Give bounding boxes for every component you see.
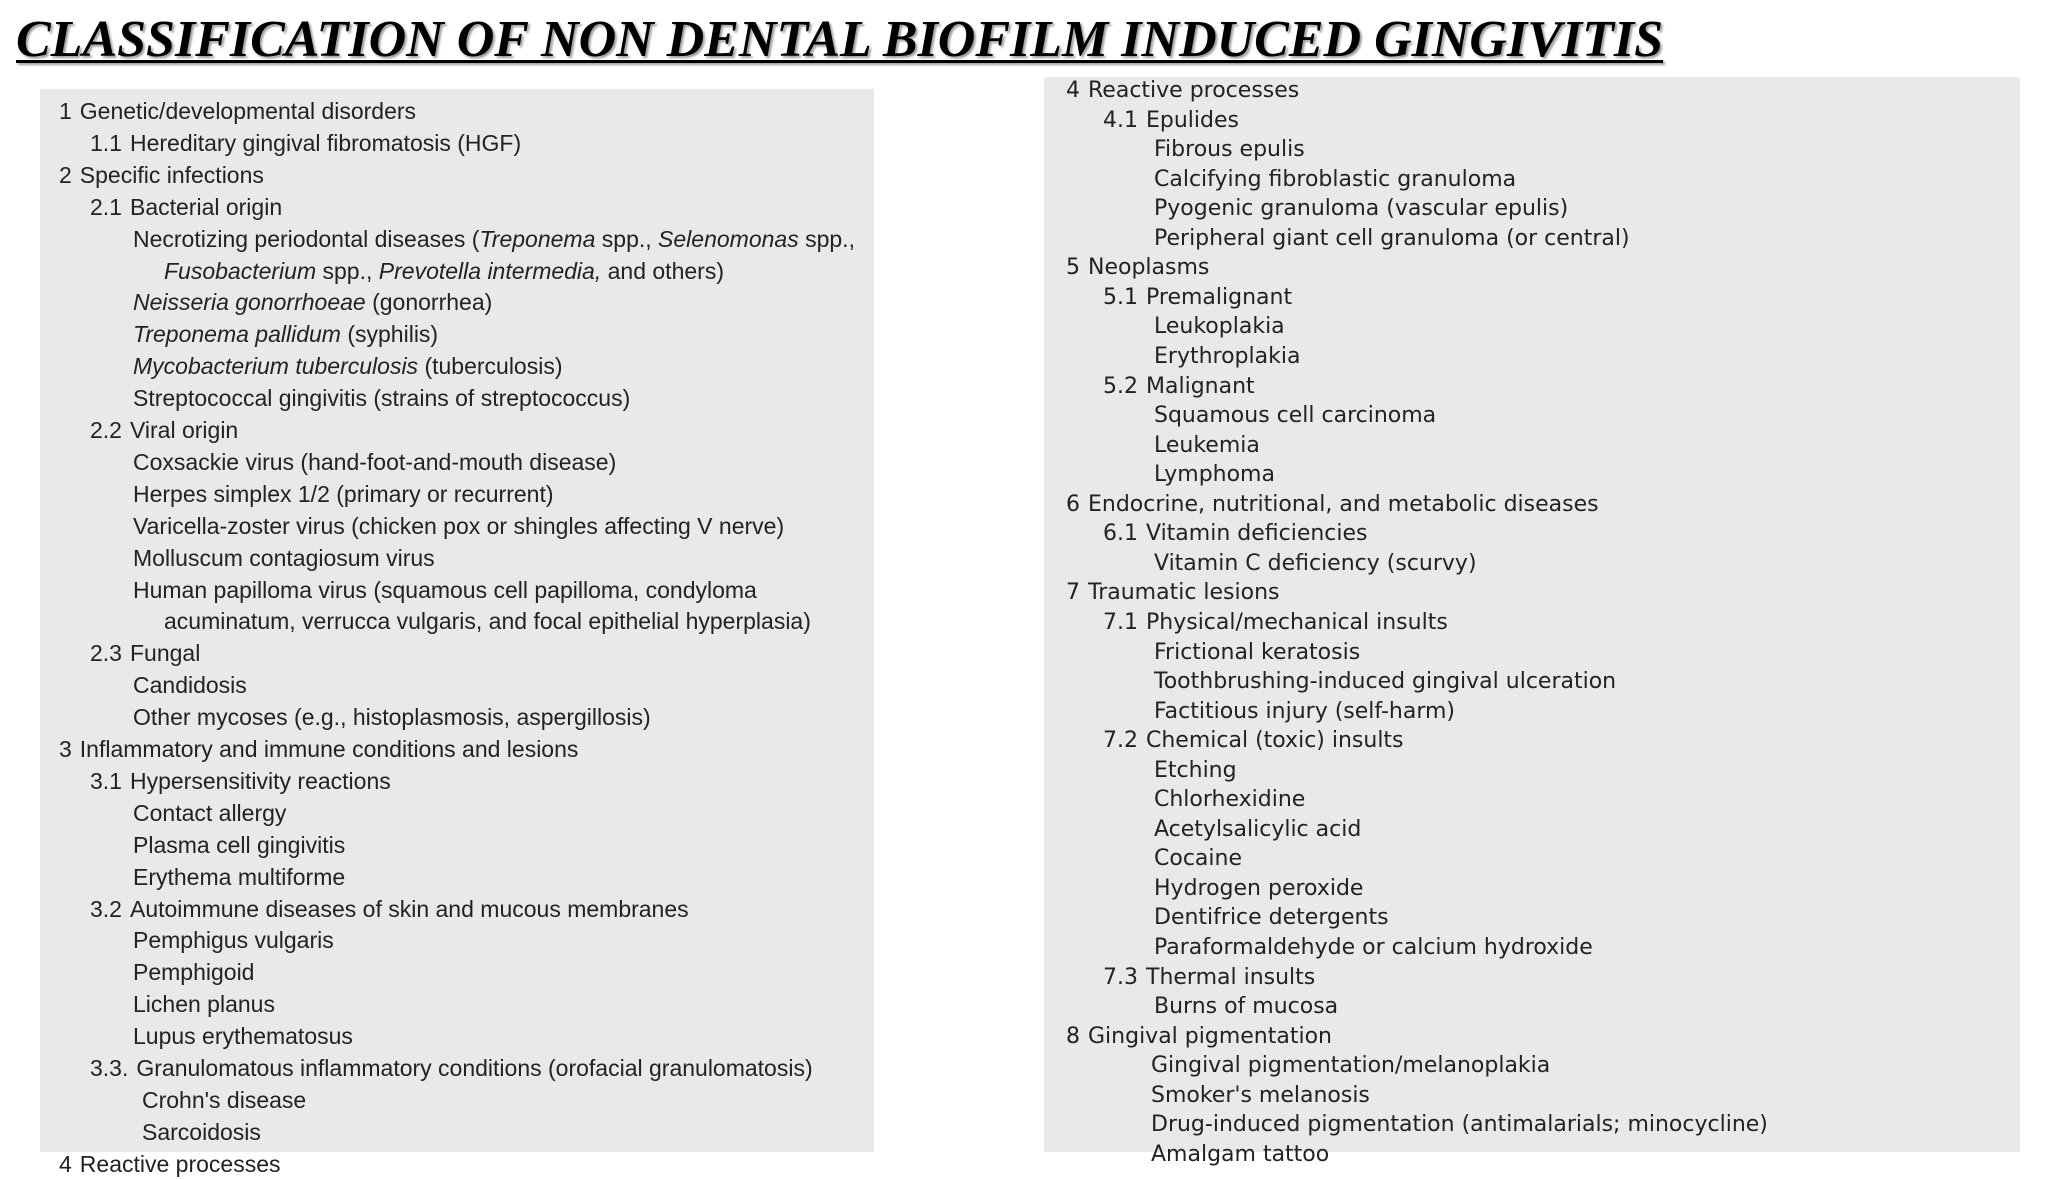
item-label: Vitamin deficiencies [1146, 521, 1368, 547]
classification-item [1103, 107, 1239, 135]
classification-item [1154, 166, 1516, 194]
item-number: 4 [59, 1150, 72, 1177]
classification-item [1154, 461, 1275, 489]
item-label: Traumatic lesions [1088, 580, 1280, 606]
classification-item [133, 543, 435, 573]
italic-taxon-name: Prevotella intermedia, [378, 257, 602, 284]
classification-item [133, 862, 345, 892]
classification-item [133, 479, 554, 509]
item-label: Candidosis [133, 672, 247, 699]
item-label: Etching [1154, 757, 1237, 783]
classification-item [1151, 1141, 1329, 1169]
classification-item [1154, 550, 1477, 578]
classification-item [90, 638, 200, 668]
item-label: Hypersensitivity reactions [129, 767, 391, 794]
classification-item [1066, 1023, 1332, 1051]
classification-item [1154, 313, 1285, 341]
classification-item [1154, 225, 1630, 253]
item-label: Erythroplakia [1154, 343, 1301, 369]
item-label: Acetylsalicylic acid [1154, 816, 1362, 842]
label-fragment: (tuberculosis) [418, 353, 563, 380]
item-number: 3.2 [90, 895, 122, 922]
item-label: Inflammatory and immune conditions and lesions [79, 736, 579, 762]
classification-item [133, 670, 247, 700]
classification-item [1154, 757, 1237, 785]
item-label: Leukemia [1154, 432, 1260, 458]
item-label: Pemphigus vulgaris [133, 927, 334, 954]
item-label: Streptococcal gingivitis (strains of streptococcus) [133, 385, 631, 412]
classification-item [133, 830, 345, 860]
item-label: Neoplasms [1088, 255, 1210, 281]
item-label: Vitamin C deficiency (scurvy) [1154, 550, 1477, 576]
classification-item [1103, 727, 1404, 755]
item-label [164, 258, 724, 284]
label-fragment: spp., [316, 257, 379, 284]
label-fragment: (gonorrhea) [365, 289, 493, 316]
classification-item [1066, 77, 1299, 105]
right-classification-panel [1044, 77, 2020, 1167]
label-fragment: Necrotizing periodontal diseases ( [133, 225, 480, 252]
classification-item [59, 96, 416, 126]
classification-item [133, 925, 334, 955]
slide-title: CLASSIFICATION OF NON DENTAL BIOFILM INDUCED GINGIVITIS [16, 11, 1664, 68]
classification-item [133, 287, 492, 317]
classification-item [1103, 284, 1292, 312]
classification-item [133, 383, 630, 413]
classification-item [133, 798, 286, 828]
classification-item [164, 256, 724, 286]
item-label: Crohn's disease [142, 1086, 307, 1113]
italic-taxon-name: Selenomonas [658, 225, 799, 252]
item-number: 7.2 [1103, 728, 1138, 754]
classification-item [1154, 639, 1360, 667]
item-label: Frictional keratosis [1154, 639, 1361, 665]
classification-item [1103, 609, 1448, 637]
item-label: Toothbrushing-induced gingival ulceration [1154, 669, 1617, 694]
item-number: 4.1 [1103, 107, 1138, 133]
italic-taxon-name: Fusobacterium [164, 257, 317, 284]
label-fragment: spp., [798, 225, 855, 252]
item-label: Specific infections [79, 161, 264, 188]
item-label: Chemical (toxic) insults [1146, 728, 1404, 754]
classification-item [1154, 993, 1338, 1021]
item-number: 3.3. [90, 1055, 129, 1081]
item-label: Granulomatous inflammatory conditions (orofacial granulomatosis) [136, 1055, 813, 1081]
italic-taxon-name: Treponema [479, 225, 596, 252]
item-number: 5.1 [1103, 284, 1138, 310]
classification-item [59, 734, 578, 764]
item-label: Reactive processes [79, 1150, 281, 1177]
classification-item [1154, 904, 1389, 932]
item-label: Chlorhexidine [1154, 787, 1306, 813]
item-label: Hereditary gingival fibromatosis (HGF) [129, 129, 522, 156]
item-label: Lupus erythematosus [133, 1023, 353, 1050]
item-label: Sarcoidosis [142, 1118, 261, 1145]
item-label: Smoker's melanosis [1151, 1082, 1370, 1108]
item-label: Fungal [129, 640, 201, 667]
label-fragment: (syphilis) [340, 321, 439, 348]
item-label: Amalgam tattoo [1151, 1141, 1330, 1167]
item-number: 2 [59, 161, 72, 188]
left-classification-panel [40, 89, 874, 1177]
classification-item [1154, 875, 1363, 903]
item-label: Premalignant [1146, 284, 1293, 310]
item-label: Burns of mucosa [1154, 994, 1339, 1020]
item-label [133, 226, 855, 252]
item-label: Cocaine [1154, 846, 1242, 872]
classification-item [1154, 845, 1242, 873]
item-label: Coxsackie virus (hand-foot-and-mouth disease) [133, 448, 617, 475]
classification-item [133, 575, 757, 605]
item-label: Herpes simplex 1/2 (primary or recurrent) [133, 480, 554, 507]
italic-taxon-name: Mycobacterium tuberculosis [133, 353, 419, 380]
classification-item [1066, 491, 1599, 519]
classification-item [133, 511, 784, 541]
item-number: 1.1 [90, 129, 122, 156]
classification-item [1103, 373, 1255, 401]
item-label: Fibrous epulis [1154, 137, 1305, 163]
item-label: Physical/mechanical insults [1146, 609, 1448, 635]
label-fragment: and others) [601, 257, 724, 284]
classification-item [1154, 786, 1305, 814]
classification-item [133, 351, 563, 381]
item-label: Erythema multiforme [133, 863, 346, 890]
classification-item [1154, 195, 1568, 223]
classification-item [1154, 432, 1260, 460]
item-label: Lymphoma [1154, 462, 1275, 488]
item-label: Hydrogen peroxide [1154, 875, 1364, 901]
item-label [133, 289, 492, 315]
item-number: 8 [1066, 1023, 1080, 1049]
item-number: 2.1 [90, 193, 122, 220]
item-label: Contact allergy [133, 799, 287, 826]
item-label: Pemphigoid [133, 959, 255, 986]
item-number: 5.2 [1103, 373, 1138, 399]
item-number: 2.2 [90, 417, 122, 443]
classification-item [59, 1149, 281, 1179]
classification-item [90, 128, 521, 158]
item-label: Epulides [1146, 107, 1239, 133]
classification-item [59, 160, 264, 190]
item-label: Autoimmune diseases of skin and mucous membranes [129, 895, 689, 922]
item-label: Plasma cell gingivitis [133, 831, 346, 858]
item-label: Leukoplakia [1154, 314, 1285, 340]
classification-item [1066, 254, 1209, 282]
item-label: Malignant [1146, 373, 1255, 399]
item-number: 2.3 [90, 640, 122, 667]
item-label: Lichen planus [133, 991, 275, 1018]
item-label: Peripheral giant cell granuloma (or central) [1154, 225, 1630, 251]
item-number: 3.1 [90, 767, 122, 794]
item-label: Bacterial origin [129, 193, 283, 220]
classification-item [1066, 579, 1280, 607]
classification-item [164, 606, 811, 636]
italic-taxon-name: Neisseria gonorrhoeae [133, 289, 366, 316]
item-label: Viral origin [129, 417, 239, 443]
classification-item [133, 224, 855, 254]
item-label: Dentifrice detergents [1154, 905, 1389, 931]
classification-item [1103, 520, 1368, 548]
item-label: Thermal insults [1146, 964, 1316, 990]
item-number: 6.1 [1103, 521, 1138, 547]
classification-item [133, 1021, 353, 1051]
item-label: Gingival pigmentation [1088, 1023, 1332, 1049]
item-number: 7 [1066, 580, 1080, 606]
classification-item [133, 957, 254, 987]
classification-item [142, 1117, 261, 1147]
item-label: Molluscum contagiosum virus [133, 544, 435, 571]
classification-item [1154, 816, 1361, 844]
item-label [133, 353, 563, 379]
italic-taxon-name: Treponema pallidum [133, 321, 341, 348]
item-number: 4 [1066, 78, 1080, 103]
item-number: 5 [1066, 255, 1080, 281]
label-fragment: spp., [595, 225, 659, 252]
classification-item [90, 894, 689, 924]
item-label: acuminatum, verrucca vulgaris, and focal epithelial hyperplasia) [164, 608, 811, 635]
item-label: Human papilloma virus (squamous cell papilloma, condyloma [133, 576, 757, 603]
item-label: Other mycoses (e.g., histoplasmosis, aspergillosis) [133, 704, 651, 731]
classification-item [133, 989, 275, 1019]
item-label: Squamous cell carcinoma [1154, 403, 1437, 429]
classification-item [1154, 668, 1616, 696]
classification-item [1154, 136, 1305, 164]
classification-item [1103, 964, 1315, 992]
item-label: Paraformaldehyde or calcium hydroxide [1154, 935, 1593, 960]
item-label [133, 321, 438, 347]
item-number: 3 [59, 736, 72, 762]
item-label: Factitious injury (self-harm) [1154, 698, 1455, 724]
classification-item [133, 702, 651, 732]
classification-item [1154, 698, 1455, 726]
classification-item [90, 1053, 813, 1083]
item-number: 7.1 [1103, 609, 1138, 635]
item-number: 6 [1066, 491, 1080, 517]
classification-item [90, 415, 238, 445]
item-label: Calcifying fibroblastic granuloma [1154, 166, 1517, 192]
classification-item [1154, 934, 1593, 962]
item-label: Gingival pigmentation/melanoplakia [1151, 1053, 1551, 1079]
item-label: Pyogenic granuloma (vascular epulis) [1154, 196, 1569, 222]
classification-item [1151, 1082, 1370, 1110]
classification-item [1154, 402, 1436, 430]
item-label: Drug-induced pigmentation (antimalarials; minocycline) [1151, 1112, 1768, 1138]
item-label: Endocrine, nutritional, and metabolic diseases [1088, 491, 1599, 517]
classification-item [90, 192, 282, 222]
classification-item [133, 447, 616, 477]
item-label: Varicella-zoster virus (chicken pox or shingles affecting V nerve) [133, 512, 785, 539]
classification-item [1151, 1111, 1768, 1139]
classification-item [1151, 1052, 1550, 1080]
classification-item [142, 1085, 306, 1115]
item-label: Genetic/developmental disorders [79, 98, 417, 124]
item-label: Reactive processes [1088, 78, 1300, 103]
item-number: 1 [59, 98, 72, 124]
classification-item [133, 319, 438, 349]
item-number: 7.3 [1103, 964, 1138, 990]
classification-item [1154, 343, 1300, 371]
classification-item [90, 766, 391, 796]
